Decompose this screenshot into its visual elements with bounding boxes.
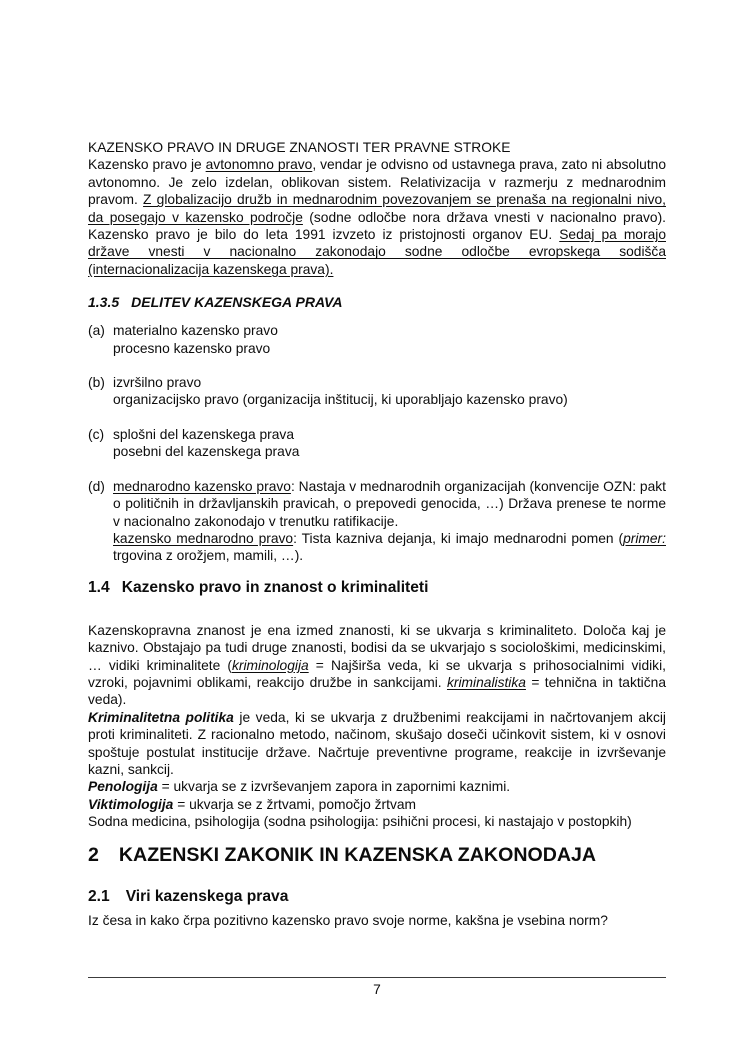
- heading-1-4: [88, 578, 666, 597]
- list-marker-a: (a): [88, 323, 105, 339]
- intro-title: KAZENSKO PRAVO IN DRUGE ZNANOSTI TER PRAVNE STROKE: [88, 140, 511, 155]
- list-item-d: [88, 478, 666, 565]
- list-item-b-text: izvršilno pravo organizacijsko pravo (organizacija inštitucij, ki uporabljajo kazensko pravo): [113, 375, 568, 408]
- list-item-a: [88, 322, 666, 357]
- paragraph-viktimologija: Viktimologija = ukvarja se z žrtvami, pomočjo žrtvam: [88, 796, 417, 812]
- list-item-a-text: materialno kazensko pravo procesno kazensko pravo: [113, 323, 278, 356]
- heading-1-3-5-number: 1.3.5: [88, 294, 120, 311]
- heading-2: [88, 843, 666, 867]
- paragraph-viri-question: Iz česa in kako črpa pozitivno kazensko pravo svoje norme, kakšna je vsebina norm?: [88, 912, 608, 928]
- heading-2-1: [88, 887, 666, 906]
- heading-1-3-5: [88, 294, 666, 311]
- list-marker-d: (d): [88, 478, 105, 494]
- list-item-c: [88, 426, 666, 461]
- heading-2-number: 2: [88, 843, 99, 866]
- division-list: [88, 322, 666, 564]
- page-footer: [88, 977, 666, 999]
- heading-2-title: KAZENSKI ZAKONIK IN KAZENSKA ZAKONODAJA: [118, 843, 597, 866]
- list-item-b: [88, 374, 666, 409]
- document-body: [88, 139, 666, 929]
- page-number: 7: [373, 982, 381, 997]
- list-item-d-text: mednarodno kazensko pravo: Nastaja v mednarodnih organizacijah (konvencije OZN: pakt o političnih in državljanskih pravicah, o prepovedi genocida, …) Država prenese te norme v nacionalno zakonodajo v trenutku ratifikacije. kazensko mednarodno pravo: Tista kazniva dejanja, ki imajo mednarodni pomen (primer: trgovina z orožjem, mamili, …).: [113, 478, 666, 564]
- paragraph-kazenskopravna-znanost: Kazenskopravna znanost je ena izmed znanosti, ki se ukvarja s kriminaliteto. Določa kaj je kaznivo. Obstajajo pa tudi druge znanosti, bodisi da se ukvarjajo s sociološkimi, medicinskimi, … vidiki kriminalitete (kriminologija = Najširša veda, ki se ukvarja s prihosocialnimi vidiki, vzroki, pojavnimi oblikami, reakcijo družbe in sankcijami. kriminalistika = tehnična in taktična veda).: [88, 622, 666, 708]
- paragraph-kriminalitetna-politika: Kriminalitetna politika je veda, ki se ukvarja z družbenimi reakcijami in načrtovanjem akcij proti kriminaliteti. Z racionalno metodo, načinom, skušajo doseči učinkovit sistem, ki v osnovi spoštuje postulat institucije države. Načrtuje preventivne programe, reakcije in izvrševanje kazni, sankcij.: [88, 709, 666, 777]
- heading-1-3-5-title: DELITEV KAZENSKEGA PRAVA: [131, 294, 343, 311]
- paragraph-penologija: Penologija = ukvarja se z izvrševanjem zapora in zapornimi kaznimi.: [88, 779, 511, 795]
- heading-1-4-number: 1.4: [88, 578, 110, 596]
- paragraph-sodna-medicina: Sodna medicina, psihologija (sodna psihologija: psihični procesi, ki nastajajo v postopkih): [88, 814, 632, 830]
- list-marker-c: (c): [88, 426, 105, 442]
- intro-paragraph: Kazensko pravo je avtonomno pravo, vendar je odvisno od ustavnega prava, zato ni absolutno avtonomno. Je zelo izdelan, oblikovan sistem. Relativizacija v razmerju z mednarodnim pravom. Z globalizacijo družb in mednarodnim povezovanjem se prenaša na regionalni nivo, da posegajo v kazensko področje (sodne odločbe nora država vnesti v nacionalno pravo). Kazensko pravo je bilo do leta 1991 izvzeto iz pristojnosti organov EU. Sedaj pa morajo države vnesti v nacionalno zakonodajo sodne odločbe evropskega sodišča (internacionalizacija kazenskega prava).: [88, 157, 666, 277]
- heading-2-1-title: Viri kazenskega prava: [125, 887, 289, 905]
- list-item-c-text: splošni del kazenskega prava posebni del kazenskega prava: [113, 426, 300, 460]
- heading-1-4-title: Kazensko pravo in znanost o kriminaliteti: [121, 578, 429, 596]
- list-marker-b: (b): [88, 375, 105, 391]
- heading-2-1-number: 2.1: [88, 887, 110, 905]
